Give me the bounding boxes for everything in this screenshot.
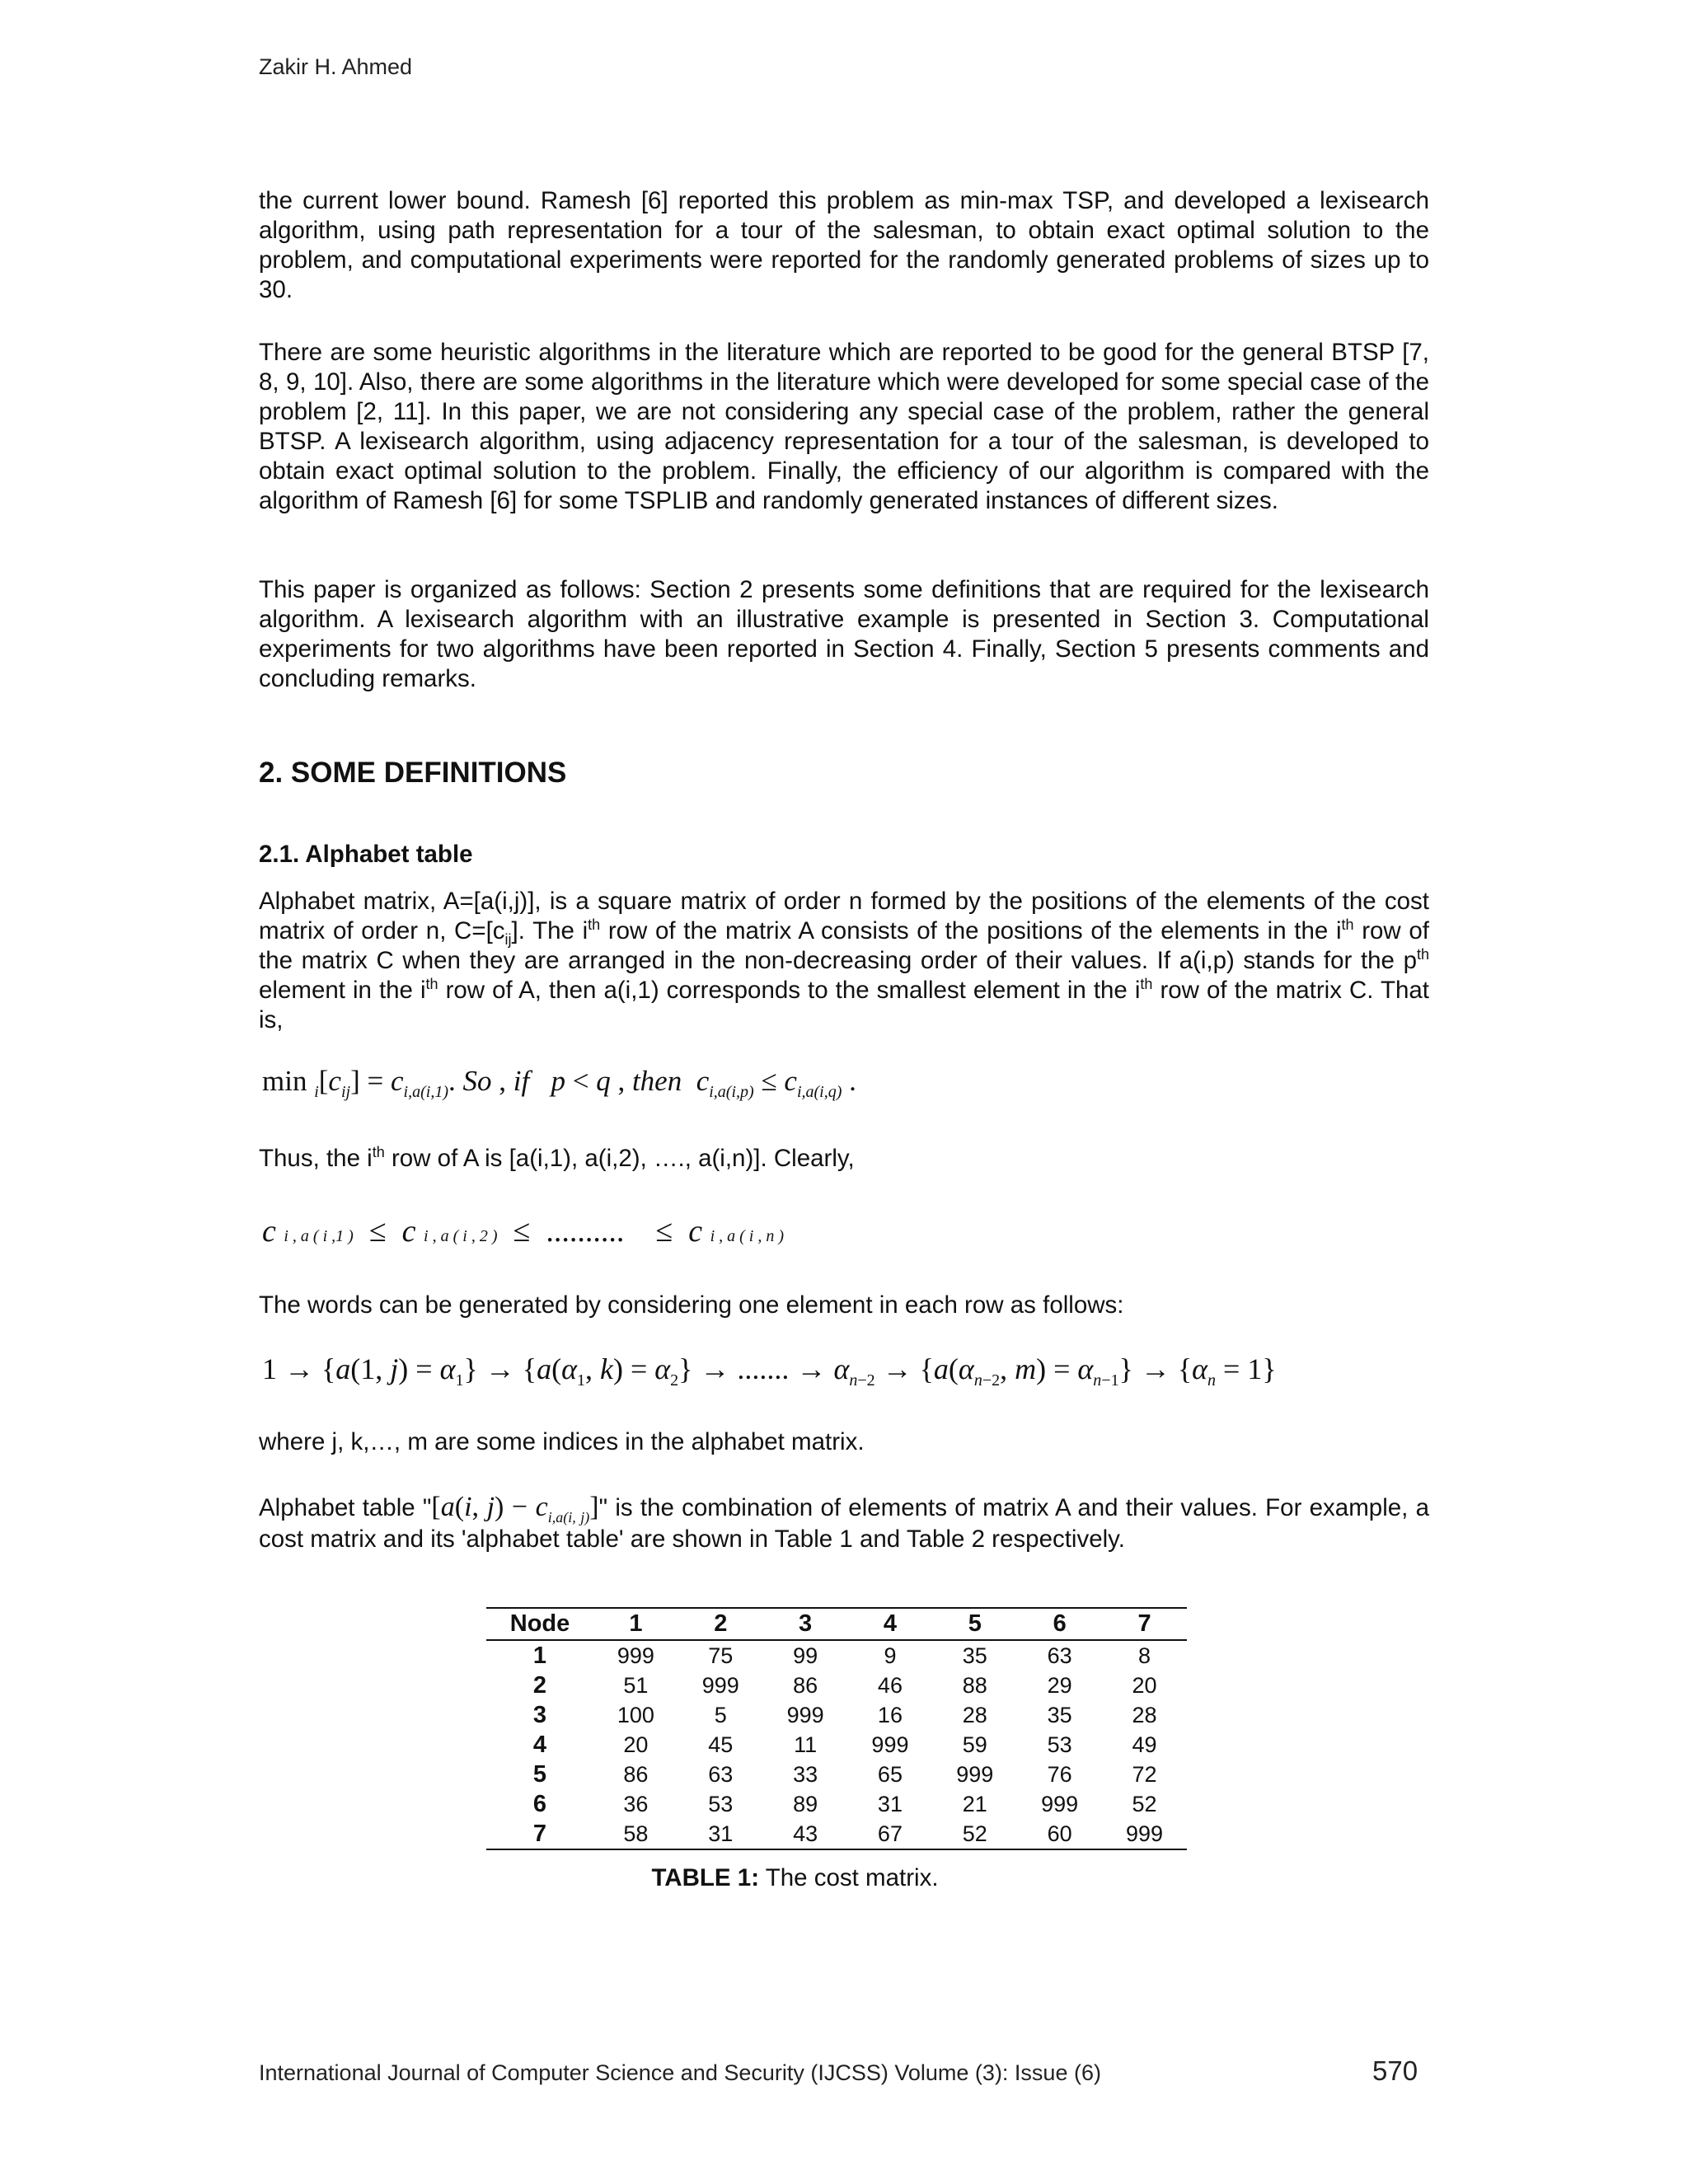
table-cell: 59 [962,1732,987,1757]
table-cell: 67 [877,1821,903,1846]
table-row [486,1730,1187,1760]
table-header-row [486,1608,1187,1640]
equation-ordering: c i , a ( i ,1 ) ≤ c i , a ( i , 2 ) ≤ .......... ≤ c i , a ( i , n ) [262,1214,785,1249]
table-cell: 46 [877,1672,903,1698]
table-row [486,1671,1187,1700]
table-cell: 20 [623,1732,649,1757]
table-cell: 72 [1132,1761,1157,1787]
subsection-title: 2.1. Alphabet table [259,841,473,868]
footer-journal: International Journal of Computer Science and Security (IJCSS) Volume (3): Issue (6) [259,2060,1101,2085]
table-row [486,1789,1187,1819]
table-cell: 20 [1132,1672,1157,1698]
table-cell: 999 [956,1761,994,1787]
table-cell: 63 [1047,1643,1072,1668]
row-node-label: 4 [532,1731,547,1758]
table-cell: 60 [1047,1821,1072,1846]
table-cell: 65 [877,1761,903,1787]
table-cell: 999 [617,1643,654,1668]
paragraph-words: The words can be generated by considering one element in each row as follows: [259,1291,1124,1319]
table-row [486,1760,1187,1789]
table-cell: 28 [962,1702,987,1727]
table-cell: 33 [793,1761,818,1787]
table-cell: 86 [793,1672,818,1698]
equation-min-definition: $\min _i[c_{ij}] = c_{i,a(i,1)}$. So , if p < q , then $c_{i,a(i,p)} \le c_{i,a(i,q)}$ . [262,1065,856,1101]
paragraph-alphabet-matrix: Alphabet matrix, A=[a(i,j)], is a square matrix of order n formed by the positions of the elements of the cost matrix of order n, $C=[c_{ij}]$. The $i^{th}$ row of the matrix A consists of the positions of the elements in the $i^{th}$ row of the matrix C when they are arranged in the non-decreasing order of their values. If a(i,p) stands for the $p^{th}$ element in the $i^{th}$ row of A, then a(i,1) corresponds to the smallest element in the $i^{th}$ row of the matrix C. That is, [259,888,1430,1033]
table-cell: 89 [793,1791,818,1816]
table-cell: 999 [786,1702,824,1727]
table-cell: 99 [793,1643,818,1668]
table-cell: 43 [793,1821,818,1846]
table-cell: 52 [1132,1791,1157,1816]
running-head-author: Zakir H. Ahmed [259,54,413,79]
table-cell: 100 [617,1702,654,1727]
table-cell: 58 [623,1821,649,1846]
table-row [486,1819,1187,1849]
table-cell: 999 [1126,1821,1164,1846]
row-node-label: 5 [532,1760,547,1788]
table-header-cell: Node [509,1610,570,1637]
row-node-label: 7 [532,1820,547,1847]
table-cell: 999 [701,1672,739,1698]
cost-matrix-table [486,1607,1187,1850]
table-cell: 75 [708,1643,734,1668]
table-cell: 51 [623,1672,649,1698]
table-header-cell: 3 [799,1610,813,1637]
table-cell: 9 [884,1643,897,1668]
equation-word-generation: 1 → {a(1, $j) = \alpha_1\} \to \{a(\alpha_1$, $k) = \alpha_2$} → ....... → $\alpha_{n-2} \to \{a(\alpha_{n-2}$, $m) = \alpha_{n-1}\} \to \{\alpha_n = 1\}$ [262,1352,1277,1390]
paragraph-alphabet-table: Alphabet table "[a(i, $j) - c_{i,a(i, j)}$]" is the combination of elements of matrix A and their values. For example, a cost matrix and its 'alphabet table' are shown in Table 1 and Table 2 respectively. [259,1492,1429,1553]
table-cell: 16 [877,1702,903,1727]
table-cell: 35 [962,1643,987,1668]
paragraph-ramesh: the current lower bound. Ramesh [6] reported this problem as min-max TSP, and developed a lexisearch algorithm, using path representation for a tour of the salesman, to obtain exact optimal solution to the problem, and computational experiments were reported for the randomly generated problems of sizes up to 30. [259,187,1429,303]
table-cell: 21 [962,1791,987,1816]
table-cell: 999 [1041,1791,1079,1816]
table-row [486,1700,1187,1730]
row-node-label: 3 [532,1701,547,1728]
section-title: 2. SOME DEFINITIONS [259,757,567,789]
table-cell: 36 [623,1791,649,1816]
table-header-cell: 4 [883,1610,898,1637]
paragraph-organization: This paper is organized as follows: Section 2 presents some definitions that are required for the lexisearch algorithm. A lexisearch algorithm with an illustrative example is presented in Section 3. Computational experiments for two algorithms have been reported in Section 4. Finally, Section 5 presents comments and concluding remarks. [259,576,1429,692]
table-cell: 76 [1047,1761,1072,1787]
table-header-cell: 6 [1053,1610,1067,1637]
table-cell: 86 [623,1761,649,1787]
table-cell: 999 [871,1732,909,1757]
table-caption-label: TABLE 1: [651,1864,760,1891]
table-cell: 35 [1047,1702,1072,1727]
table-row [486,1640,1187,1671]
table-cell: 11 [794,1732,818,1757]
table-header-cell: 1 [629,1610,643,1637]
table-cell: 88 [962,1672,987,1698]
table-caption-text: The cost matrix. [759,1864,939,1891]
table-cell: 45 [708,1732,734,1757]
table-cell: 28 [1132,1702,1157,1727]
row-node-label: 2 [532,1671,547,1699]
paragraph-row-of-a: Thus, the $i^{th}$ row of A is [a(i,1), a(i,2), …., a(i,n)]. Clearly, [259,1144,855,1172]
table-caption [0,1864,1590,1892]
table-cell: 63 [708,1761,734,1787]
row-node-label: 1 [532,1642,547,1669]
table-header-cell: 7 [1137,1610,1151,1637]
footer-page-number: 570 [1372,2055,1418,2086]
table-header-cell: 2 [714,1610,728,1637]
inline-equation-alphabet-table: [a(i, $j) - c_{i,a(i, j)}$] [431,1492,599,1526]
table-cell: 29 [1047,1672,1072,1698]
table-cell: 8 [1138,1643,1151,1668]
paragraph-indices: where j, k,…, m are some indices in the alphabet matrix. [259,1428,865,1455]
table-cell: 31 [708,1821,734,1846]
paragraph-heuristics: There are some heuristic algorithms in the literature which are reported to be good for the general BTSP [7, 8, 9, 10]. Also, there are some algorithms in the literature which were developed for some special case of the problem [2, 11]. In this paper, we are not considering any special case of the problem, rather the general BTSP. A lexisearch algorithm, using adjacency representation for a tour of the salesman, is developed to obtain exact optimal solution to the problem. Finally, the efficiency of our algorithm is compared with the algorithm of Ramesh [6] for some TSPLIB and randomly generated instances of different sizes. [259,339,1429,514]
table-cell: 53 [1047,1732,1072,1757]
table-header-cell: 5 [968,1610,982,1637]
table-cell: 5 [714,1702,727,1727]
table-cell: 49 [1132,1732,1157,1757]
table-cell: 53 [708,1791,734,1816]
table-cell: 52 [962,1821,987,1846]
table-cell: 31 [877,1791,903,1816]
row-node-label: 6 [532,1790,547,1817]
